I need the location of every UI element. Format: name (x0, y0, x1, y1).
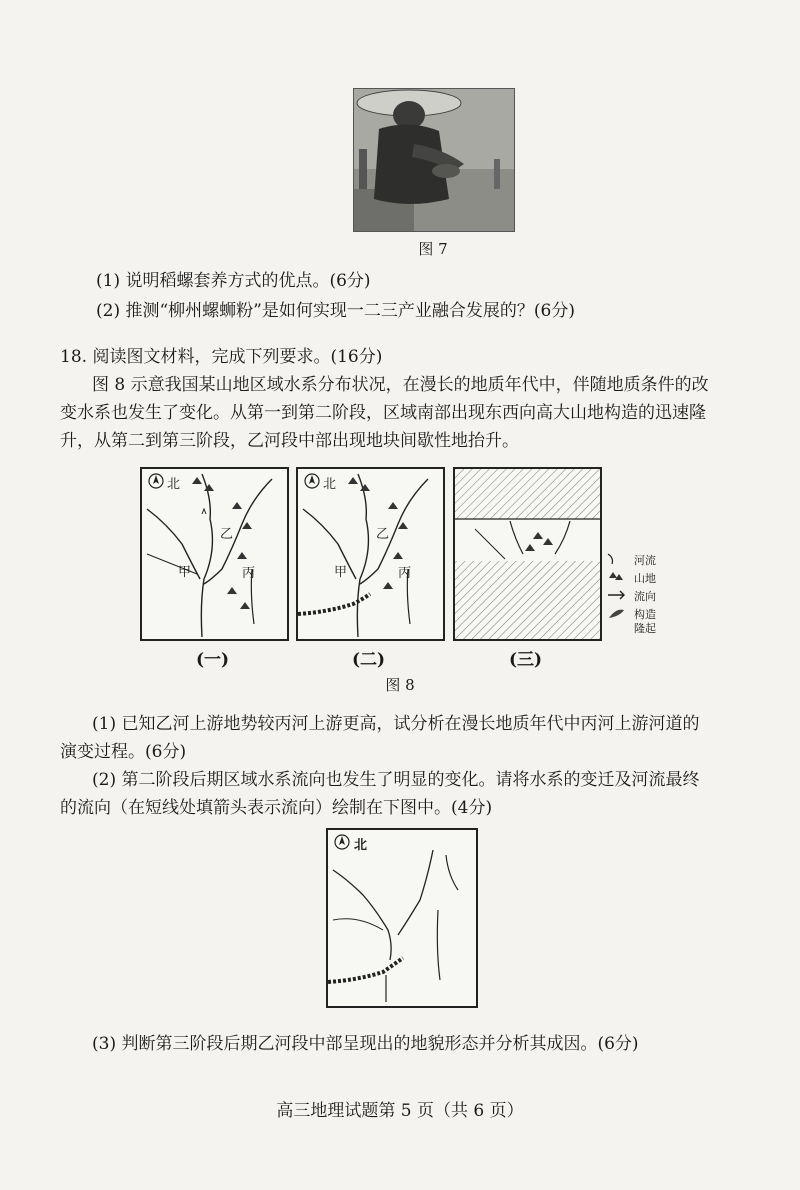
fig7-caption: 图 7 (418, 240, 448, 258)
page-footer: 高三地理试题第 5 页（共 6 页） (276, 1101, 524, 1121)
river-label-yi: 乙 (220, 527, 234, 542)
river-icon (608, 554, 613, 564)
fig8-panel-1-label: (一) (195, 650, 230, 670)
q18-title: 18. 阅读图文材料，完成下列要求。(16分) (60, 347, 383, 367)
fig8-panel-2 (296, 467, 445, 641)
fig7-photo (353, 88, 515, 232)
fig8-panel-3-label: (三) (508, 650, 543, 670)
legend-river: 河流 (634, 554, 656, 567)
answer-map-drawing (328, 830, 476, 1006)
fig8-caption: 图 8 (385, 676, 415, 694)
q17-sub1: (1) 说明稻螺套养方式的优点。(6分) (96, 271, 371, 291)
fig8-legend (606, 550, 676, 640)
uplift-icon (609, 610, 624, 618)
river-label-jia: 甲 (334, 565, 348, 580)
q18-sub3: (3) 判断第三阶段后期乙河段中部呈现出的地貌形态并分析其成因。(6分) (92, 1034, 639, 1054)
river-label-bing: 丙 (242, 566, 256, 581)
fig8-panel-3-map (455, 469, 600, 639)
river-label-jia: 甲 (178, 565, 192, 580)
north-label: 北 (167, 477, 181, 492)
uplift-icon (328, 958, 403, 982)
fig8-panel-1 (140, 467, 289, 641)
q18-intro-line3: 升，从第二到第三阶段，乙河段中部出现地块间歇性地抬升。 (60, 431, 519, 451)
fig8-panel-3 (453, 467, 602, 641)
mountain-icon (192, 477, 252, 609)
q17-sub2: (2) 推测“柳州螺蛳粉”是如何实现一二三产业融合发展的？(6分) (96, 301, 575, 321)
q18-sub2-line1: (2) 第二阶段后期区域水系流向也发生了明显的变化。请将水系的变迁及河流最终 (92, 770, 700, 790)
fig8-panel-2-map (298, 469, 443, 639)
answer-map[interactable] (326, 828, 478, 1008)
q18-intro-line2: 变水系也发生了变化。从第一到第二阶段，区域南部出现东西向高大山地构造的迅速隆 (60, 403, 706, 423)
fig8-panel-1-map (142, 469, 287, 639)
legend-structure: 构造 (634, 608, 656, 621)
q18-sub2-line2: 的流向（在短线处填箭头表示流向）绘制在下图中。(4分) (60, 798, 493, 818)
flow-arrow-icon (608, 591, 624, 599)
river-label-yi: 乙 (376, 527, 390, 542)
mountain-icon (525, 532, 553, 551)
legend-flow: 流向 (634, 590, 656, 603)
q18-intro-line1: 图 8 示意我国某山地区域水系分布状况，在漫长的地质年代中，伴随地质条件的改 (92, 375, 709, 395)
legend-mountain: 山地 (634, 572, 656, 585)
fig8-panel-2-label: (二) (351, 650, 386, 670)
mountain-icon (609, 572, 623, 580)
north-label: 北 (323, 477, 337, 492)
uplift-icon (298, 594, 370, 614)
q18-sub1-line1: (1) 已知乙河上游地势较丙河上游更高，试分析在漫长地质年代中丙河上游河道的 (92, 714, 700, 734)
q18-sub1-line2: 演变过程。(6分) (60, 742, 187, 762)
farmer-photo-illustration (354, 89, 514, 231)
north-label: 北 (354, 838, 368, 853)
river-label-bing: 丙 (398, 566, 412, 581)
legend-uplift: 隆起 (634, 622, 656, 635)
